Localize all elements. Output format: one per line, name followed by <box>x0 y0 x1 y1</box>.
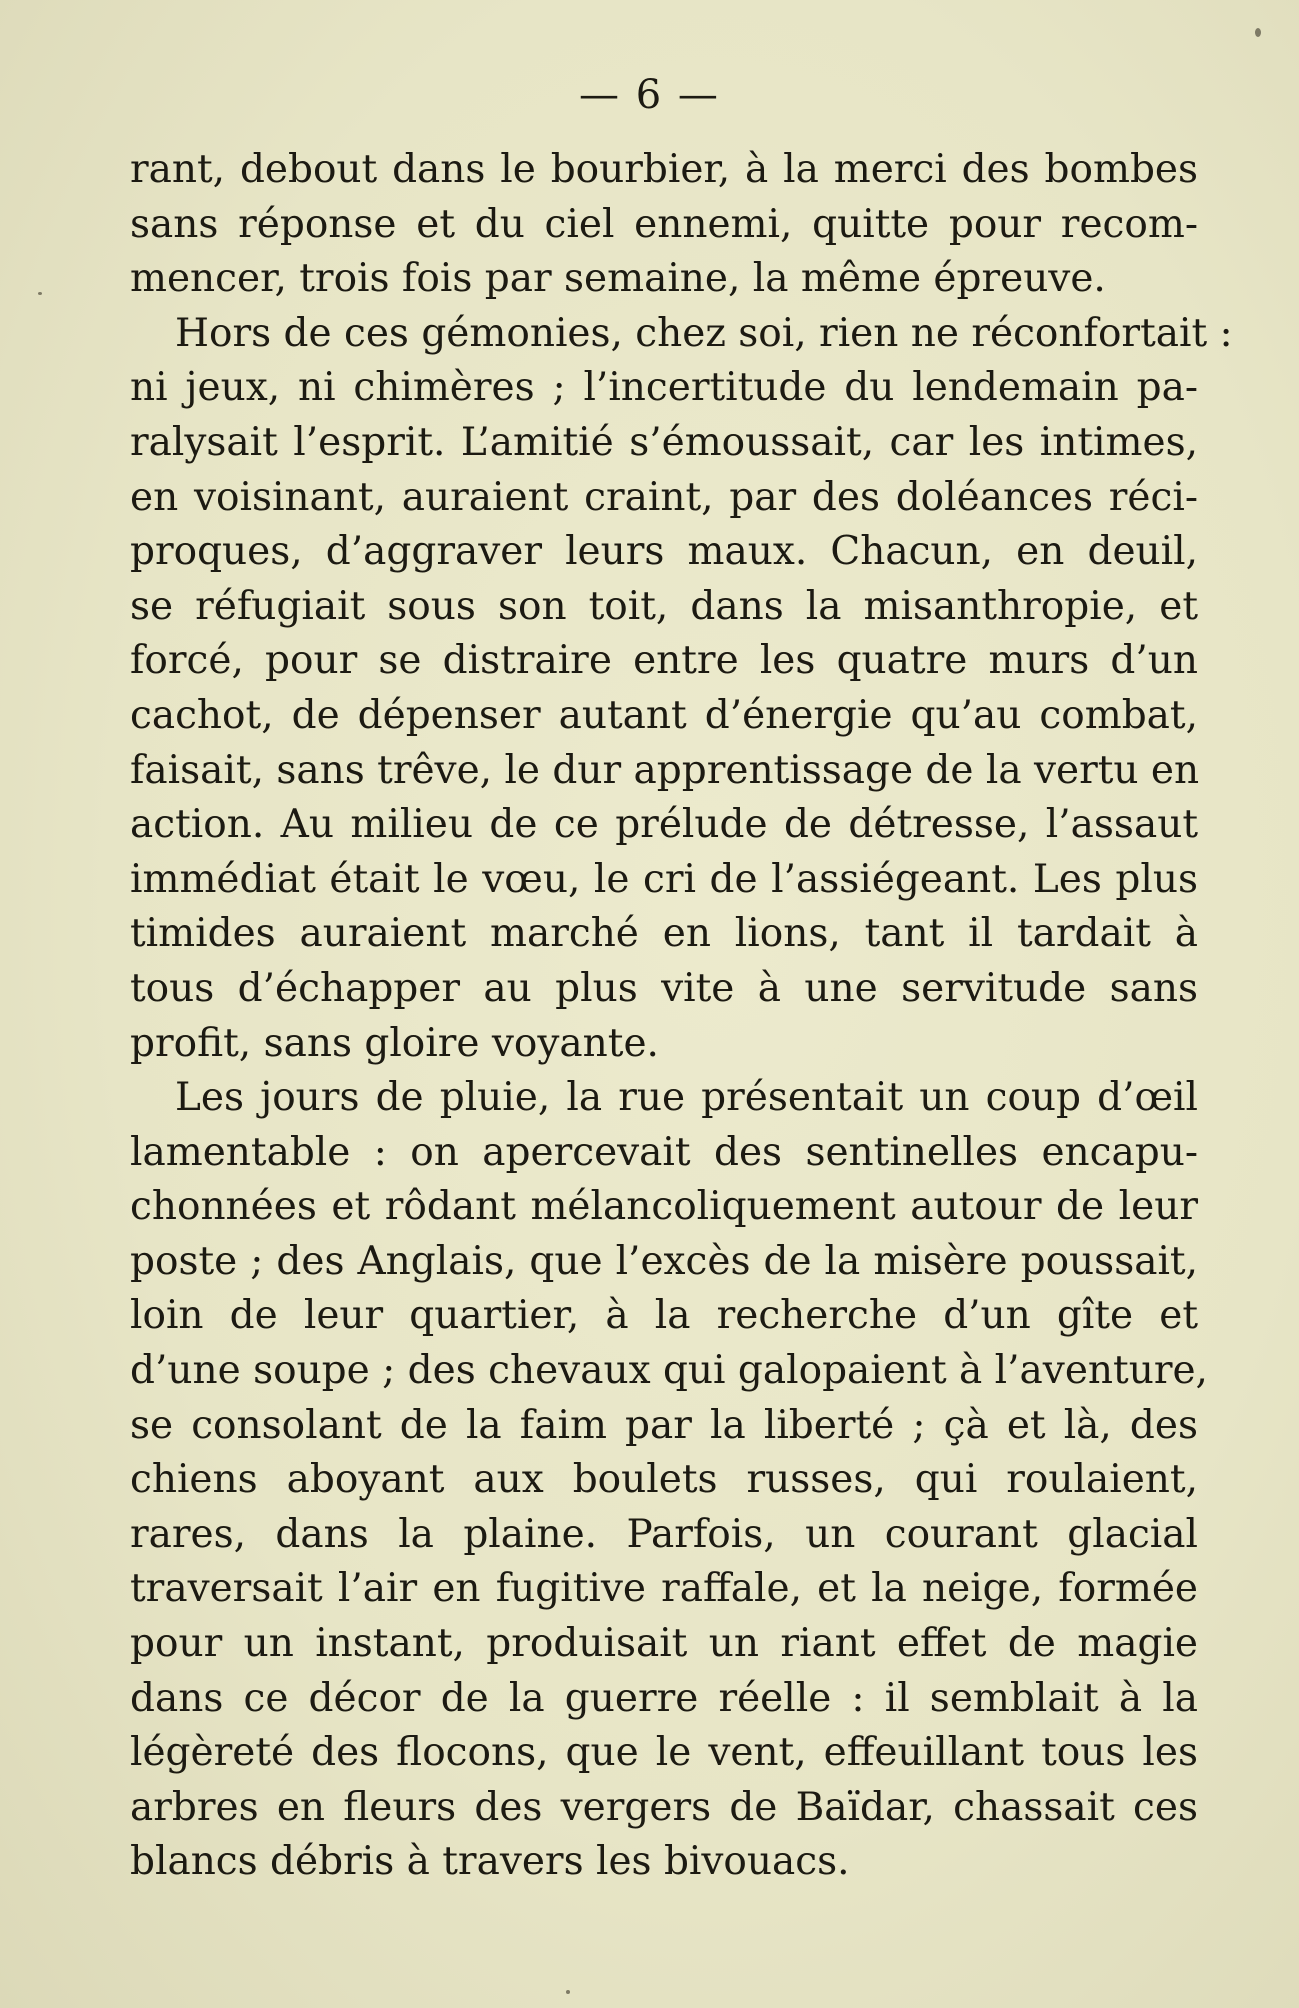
paragraph <box>130 307 1233 1071</box>
text-line: légèreté des flocons, que le vent, effeuillant tous les <box>130 1730 1198 1776</box>
body-text <box>130 143 1233 1890</box>
text-line: se réfugiait sous son toit, dans la misanthropie, et <box>130 583 1198 629</box>
text-line: immédiat était le vœu, le cri de l’assiégeant. Les plus <box>130 856 1198 902</box>
text-line: arbres en fleurs des vergers de Baïdar, chassait ces <box>130 1784 1198 1830</box>
text-line: chonnées et rôdant mélancoliquement autour de leur <box>130 1184 1198 1230</box>
text-line: action. Au milieu de ce prélude de détresse, l’assaut <box>130 802 1198 848</box>
text-line: se consolant de la faim par la liberté ; çà et là, des <box>130 1402 1198 1448</box>
page-number: — 6 — <box>579 72 720 118</box>
paragraph <box>130 1071 1208 1890</box>
text-line: Les jours de pluie, la rue présentait un coup d’œil <box>175 1075 1198 1121</box>
text-line: ralysait l’esprit. L’amitié s’émoussait, car les intimes, <box>130 419 1198 465</box>
text-line: dans ce décor de la guerre réelle : il semblait à la <box>130 1675 1198 1721</box>
paper-speck <box>566 1990 570 1994</box>
text-line: loin de leur quartier, à la recherche d’un gîte et <box>130 1293 1198 1339</box>
paragraph <box>130 143 1198 307</box>
text-line: profit, sans gloire voyante. <box>130 1020 659 1066</box>
text-line: traversait l’air en fugitive raffale, et la neige, formée <box>130 1566 1198 1612</box>
text-line: pour un instant, produisait un riant effet de magie <box>130 1621 1198 1667</box>
text-line: en voisinant, auraient craint, par des doléances réci- <box>130 474 1198 520</box>
text-line: cachot, de dépenser autant d’énergie qu’au combat, <box>130 692 1198 738</box>
text-line: rant, debout dans le bourbier, à la merci des bombes <box>130 147 1198 192</box>
text-line: chiens aboyant aux boulets russes, qui roulaient, <box>130 1457 1198 1503</box>
text-line: Hors de ces gémonies, chez soi, rien ne réconfortait : <box>175 310 1233 356</box>
text-line: mencer, trois fois par semaine, la même épreuve. <box>130 256 1106 302</box>
text-line: tous d’échapper au plus vite à une servitude sans <box>130 965 1198 1011</box>
paper-speck <box>1255 28 1261 37</box>
text-line: ni jeux, ni chimères ; l’incertitude du lendemain pa- <box>130 365 1198 411</box>
text-line: faisait, sans trêve, le dur apprentissage de la vertu en <box>130 747 1200 793</box>
text-line: lamentable : on apercevait des sentinelles encapu- <box>130 1129 1198 1175</box>
text-line: proques, d’aggraver leurs maux. Chacun, en deuil, <box>130 529 1198 575</box>
paper-speck <box>38 292 42 295</box>
text-line: forcé, pour se distraire entre les quatre murs d’un <box>130 638 1198 684</box>
text-line: poste ; des Anglais, que l’excès de la misère poussait, <box>130 1238 1198 1284</box>
text-line: rares, dans la plaine. Parfois, un courant glacial <box>130 1511 1198 1557</box>
text-line: sans réponse et du ciel ennemi, quitte pour recom- <box>130 201 1198 247</box>
text-line: blancs débris à travers les bivouacs. <box>130 1839 850 1885</box>
text-line: timides auraient marché en lions, tant il tardait à <box>130 911 1198 957</box>
text-line: d’une soupe ; des chevaux qui galopaient à l’aventure, <box>130 1348 1208 1394</box>
